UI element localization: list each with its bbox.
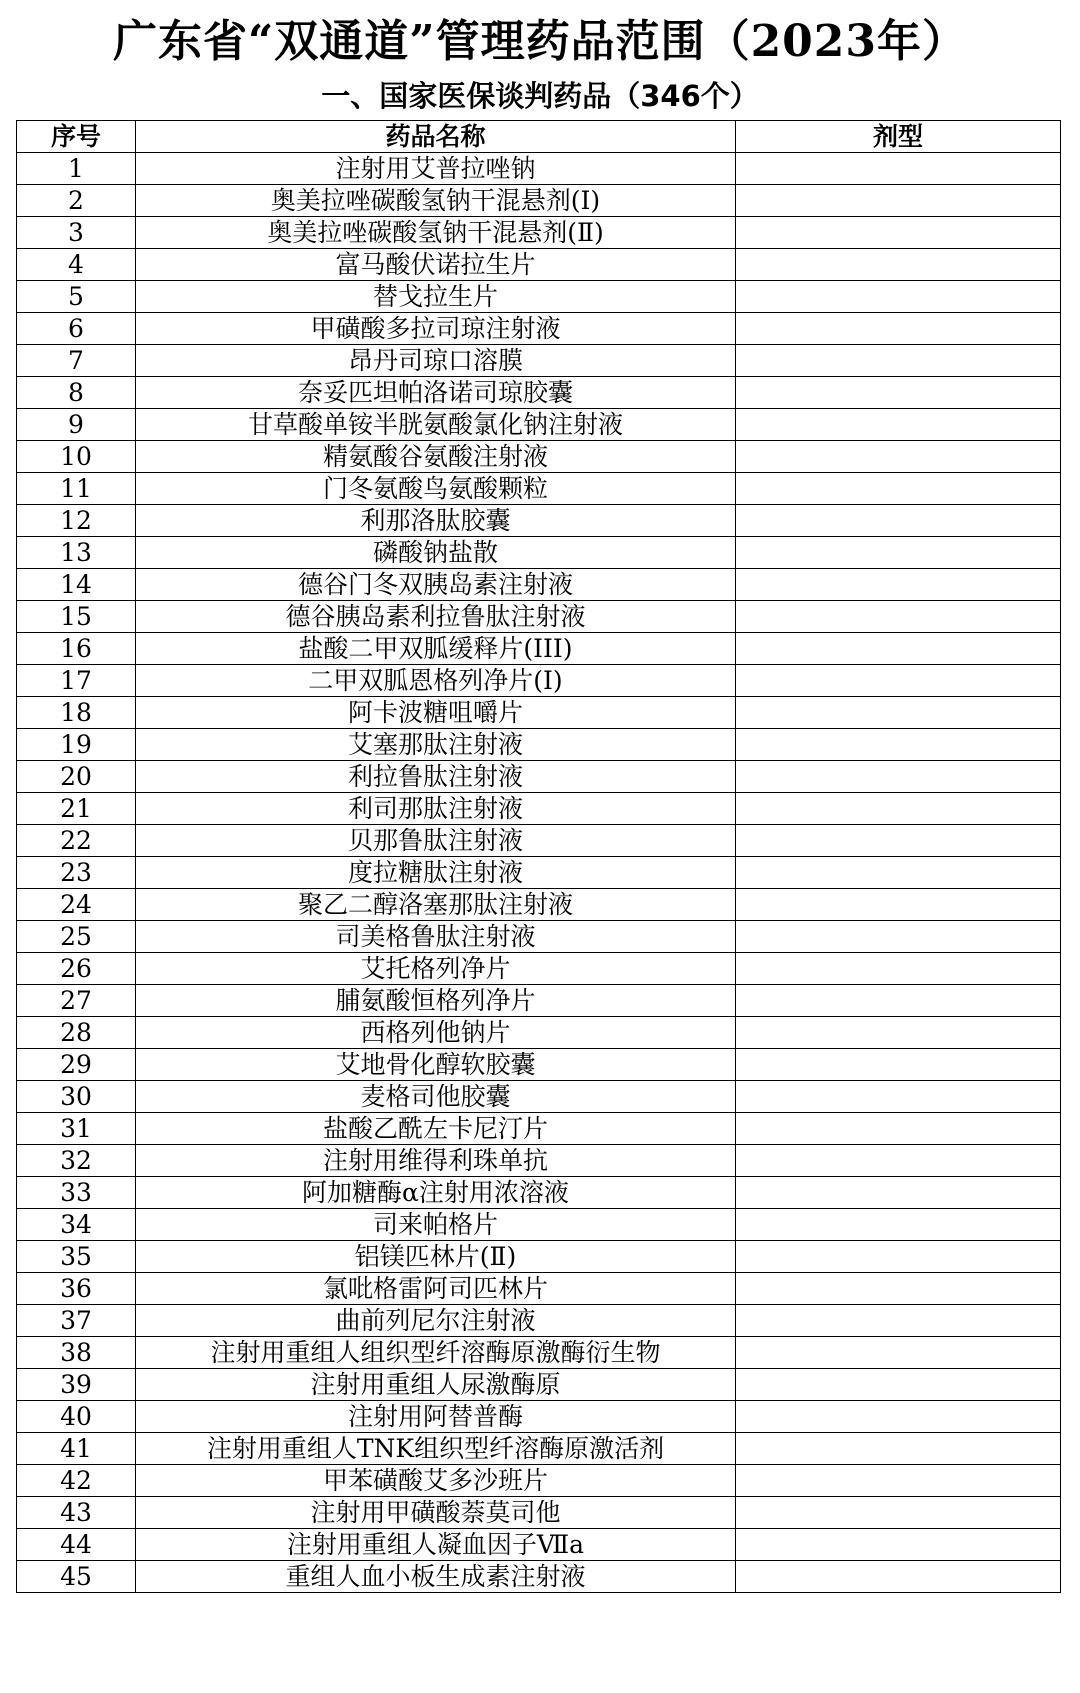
dosage-form-cell	[736, 281, 1061, 313]
drug-name-cell: 德谷门冬双胰岛素注射液	[136, 569, 736, 601]
serial-number-cell: 14	[17, 569, 136, 601]
table-row	[17, 1209, 1061, 1241]
dosage-form-cell	[736, 953, 1061, 985]
serial-number-cell: 5	[17, 281, 136, 313]
dosage-form-cell	[736, 1177, 1061, 1209]
dosage-form-cell	[736, 1433, 1061, 1465]
section-subtitle: 一、国家医保谈判药品（346个）	[321, 79, 759, 113]
serial-number-cell: 23	[17, 857, 136, 889]
dosage-form-cell	[736, 1401, 1061, 1433]
drug-name-cell: 司美格鲁肽注射液	[136, 921, 736, 953]
drug-name-cell: 奥美拉唑碳酸氢钠干混悬剂(Ⅱ)	[136, 217, 736, 249]
drug-name-cell: 司来帕格片	[136, 1209, 736, 1241]
drug-name-cell: 注射用重组人凝血因子Ⅶa	[136, 1529, 736, 1561]
table-row	[17, 1465, 1061, 1497]
serial-number-cell: 40	[17, 1401, 136, 1433]
dosage-form-cell	[736, 569, 1061, 601]
dosage-form-cell	[736, 1497, 1061, 1529]
dosage-form-cell	[736, 1529, 1061, 1561]
table-row	[17, 1369, 1061, 1401]
table-row	[17, 1305, 1061, 1337]
dosage-form-cell	[736, 793, 1061, 825]
drug-name-cell: 聚乙二醇洛塞那肽注射液	[136, 889, 736, 921]
dosage-form-cell	[736, 921, 1061, 953]
drug-name-cell: 贝那鲁肽注射液	[136, 825, 736, 857]
serial-number-cell: 28	[17, 1017, 136, 1049]
drug-name-cell: 艾塞那肽注射液	[136, 729, 736, 761]
serial-number-cell: 43	[17, 1497, 136, 1529]
drug-name-cell: 注射用重组人组织型纤溶酶原激酶衍生物	[136, 1337, 736, 1369]
dosage-form-cell	[736, 345, 1061, 377]
header-drug-name: 药品名称	[136, 121, 736, 153]
table-row	[17, 569, 1061, 601]
table-row	[17, 889, 1061, 921]
table-row	[17, 633, 1061, 665]
serial-number-cell: 36	[17, 1273, 136, 1305]
serial-number-cell: 41	[17, 1433, 136, 1465]
drug-name-cell: 盐酸二甲双胍缓释片(III)	[136, 633, 736, 665]
table-row	[17, 345, 1061, 377]
dosage-form-cell	[736, 857, 1061, 889]
serial-number-cell: 42	[17, 1465, 136, 1497]
serial-number-cell: 29	[17, 1049, 136, 1081]
drug-name-cell: 甲苯磺酸艾多沙班片	[136, 1465, 736, 1497]
dosage-form-cell	[736, 889, 1061, 921]
table-row	[17, 1113, 1061, 1145]
serial-number-cell: 10	[17, 441, 136, 473]
dosage-form-cell	[736, 249, 1061, 281]
table-row	[17, 601, 1061, 633]
table-row	[17, 537, 1061, 569]
drug-name-cell: 替戈拉生片	[136, 281, 736, 313]
table-row	[17, 1081, 1061, 1113]
drug-name-cell: 磷酸钠盐散	[136, 537, 736, 569]
drug-name-cell: 德谷胰岛素利拉鲁肽注射液	[136, 601, 736, 633]
drug-name-cell: 麦格司他胶囊	[136, 1081, 736, 1113]
drug-name-cell: 甘草酸单铵半胱氨酸氯化钠注射液	[136, 409, 736, 441]
table-row	[17, 857, 1061, 889]
table-row	[17, 473, 1061, 505]
table-row	[17, 697, 1061, 729]
drug-name-cell: 利拉鲁肽注射液	[136, 761, 736, 793]
dosage-form-cell	[736, 825, 1061, 857]
table-row	[17, 729, 1061, 761]
dosage-form-cell	[736, 1465, 1061, 1497]
dosage-form-cell	[736, 1113, 1061, 1145]
serial-number-cell: 15	[17, 601, 136, 633]
serial-number-cell: 39	[17, 1369, 136, 1401]
dosage-form-cell	[736, 1337, 1061, 1369]
dosage-form-cell	[736, 761, 1061, 793]
serial-number-cell: 37	[17, 1305, 136, 1337]
table-header-row	[17, 121, 1061, 153]
table-row	[17, 1273, 1061, 1305]
table-row	[17, 409, 1061, 441]
dosage-form-cell	[736, 1081, 1061, 1113]
document-title: 广东省“双通道”管理药品范围（2023年）	[112, 16, 968, 67]
table-row	[17, 921, 1061, 953]
table-row	[17, 377, 1061, 409]
serial-number-cell: 21	[17, 793, 136, 825]
table-row	[17, 505, 1061, 537]
table-header	[17, 121, 1061, 153]
serial-number-cell: 12	[17, 505, 136, 537]
table-row	[17, 217, 1061, 249]
header-serial-number: 序号	[17, 121, 136, 153]
table-row	[17, 793, 1061, 825]
drug-name-cell: 注射用艾普拉唑钠	[136, 153, 736, 185]
table-row	[17, 441, 1061, 473]
table-row	[17, 1433, 1061, 1465]
serial-number-cell: 3	[17, 217, 136, 249]
serial-number-cell: 27	[17, 985, 136, 1017]
drug-name-cell: 奈妥匹坦帕洛诺司琼胶囊	[136, 377, 736, 409]
header-dosage-form: 剂型	[736, 121, 1061, 153]
dosage-form-cell	[736, 537, 1061, 569]
serial-number-cell: 2	[17, 185, 136, 217]
dosage-form-cell	[736, 185, 1061, 217]
table-row	[17, 313, 1061, 345]
drug-name-cell: 盐酸乙酰左卡尼汀片	[136, 1113, 736, 1145]
serial-number-cell: 26	[17, 953, 136, 985]
dosage-form-cell	[736, 1369, 1061, 1401]
table-row	[17, 1241, 1061, 1273]
dosage-form-cell	[736, 505, 1061, 537]
dosage-form-cell	[736, 1561, 1061, 1593]
dosage-form-cell	[736, 633, 1061, 665]
dosage-form-cell	[736, 377, 1061, 409]
table-row	[17, 1145, 1061, 1177]
serial-number-cell: 22	[17, 825, 136, 857]
drug-name-cell: 阿卡波糖咀嚼片	[136, 697, 736, 729]
table-row	[17, 1561, 1061, 1593]
drug-list-table	[16, 120, 1061, 1593]
drug-name-cell: 阿加糖酶α注射用浓溶液	[136, 1177, 736, 1209]
serial-number-cell: 17	[17, 665, 136, 697]
dosage-form-cell	[736, 1241, 1061, 1273]
drug-name-cell: 西格列他钠片	[136, 1017, 736, 1049]
drug-name-cell: 利司那肽注射液	[136, 793, 736, 825]
table-row	[17, 185, 1061, 217]
dosage-form-cell	[736, 1305, 1061, 1337]
drug-name-cell: 富马酸伏诺拉生片	[136, 249, 736, 281]
dosage-form-cell	[736, 601, 1061, 633]
serial-number-cell: 1	[17, 153, 136, 185]
drug-name-cell: 艾托格列净片	[136, 953, 736, 985]
serial-number-cell: 30	[17, 1081, 136, 1113]
table-row	[17, 281, 1061, 313]
dosage-form-cell	[736, 1273, 1061, 1305]
table-row	[17, 985, 1061, 1017]
dosage-form-cell	[736, 409, 1061, 441]
serial-number-cell: 9	[17, 409, 136, 441]
dosage-form-cell	[736, 1209, 1061, 1241]
dosage-form-cell	[736, 441, 1061, 473]
serial-number-cell: 11	[17, 473, 136, 505]
dosage-form-cell	[736, 217, 1061, 249]
serial-number-cell: 4	[17, 249, 136, 281]
dosage-form-cell	[736, 1145, 1061, 1177]
drug-name-cell: 门冬氨酸鸟氨酸颗粒	[136, 473, 736, 505]
drug-name-cell: 注射用重组人TNK组织型纤溶酶原激活剂	[136, 1433, 736, 1465]
dosage-form-cell	[736, 697, 1061, 729]
table-row	[17, 825, 1061, 857]
serial-number-cell: 20	[17, 761, 136, 793]
table-row	[17, 1017, 1061, 1049]
table-row	[17, 761, 1061, 793]
table-row	[17, 1497, 1061, 1529]
serial-number-cell: 6	[17, 313, 136, 345]
serial-number-cell: 25	[17, 921, 136, 953]
table-row	[17, 1401, 1061, 1433]
serial-number-cell: 44	[17, 1529, 136, 1561]
table-row	[17, 249, 1061, 281]
serial-number-cell: 32	[17, 1145, 136, 1177]
drug-name-cell: 曲前列尼尔注射液	[136, 1305, 736, 1337]
serial-number-cell: 38	[17, 1337, 136, 1369]
table-row	[17, 1049, 1061, 1081]
drug-name-cell: 氯吡格雷阿司匹林片	[136, 1273, 736, 1305]
drug-name-cell: 二甲双胍恩格列净片(Ⅰ)	[136, 665, 736, 697]
serial-number-cell: 33	[17, 1177, 136, 1209]
dosage-form-cell	[736, 153, 1061, 185]
serial-number-cell: 45	[17, 1561, 136, 1593]
serial-number-cell: 19	[17, 729, 136, 761]
drug-name-cell: 注射用维得利珠单抗	[136, 1145, 736, 1177]
serial-number-cell: 16	[17, 633, 136, 665]
serial-number-cell: 18	[17, 697, 136, 729]
table-row	[17, 1177, 1061, 1209]
dosage-form-cell	[736, 729, 1061, 761]
serial-number-cell: 35	[17, 1241, 136, 1273]
dosage-form-cell	[736, 665, 1061, 697]
table-row	[17, 1337, 1061, 1369]
drug-name-cell: 注射用阿替普酶	[136, 1401, 736, 1433]
dosage-form-cell	[736, 985, 1061, 1017]
drug-name-cell: 奥美拉唑碳酸氢钠干混悬剂(I)	[136, 185, 736, 217]
drug-name-cell: 注射用重组人尿激酶原	[136, 1369, 736, 1401]
serial-number-cell: 24	[17, 889, 136, 921]
dosage-form-cell	[736, 473, 1061, 505]
drug-name-cell: 利那洛肽胶囊	[136, 505, 736, 537]
serial-number-cell: 7	[17, 345, 136, 377]
serial-number-cell: 34	[17, 1209, 136, 1241]
drug-name-cell: 度拉糖肽注射液	[136, 857, 736, 889]
dosage-form-cell	[736, 313, 1061, 345]
dosage-form-cell	[736, 1017, 1061, 1049]
serial-number-cell: 8	[17, 377, 136, 409]
serial-number-cell: 31	[17, 1113, 136, 1145]
dosage-form-cell	[736, 1049, 1061, 1081]
serial-number-cell: 13	[17, 537, 136, 569]
table-row	[17, 153, 1061, 185]
drug-name-cell: 铝镁匹林片(Ⅱ)	[136, 1241, 736, 1273]
table-row	[17, 1529, 1061, 1561]
drug-name-cell: 脯氨酸恒格列净片	[136, 985, 736, 1017]
drug-name-cell: 甲磺酸多拉司琼注射液	[136, 313, 736, 345]
drug-name-cell: 重组人血小板生成素注射液	[136, 1561, 736, 1593]
table-body	[17, 153, 1061, 1593]
table-row	[17, 953, 1061, 985]
drug-name-cell: 艾地骨化醇软胶囊	[136, 1049, 736, 1081]
drug-name-cell: 注射用甲磺酸萘莫司他	[136, 1497, 736, 1529]
drug-name-cell: 精氨酸谷氨酸注射液	[136, 441, 736, 473]
table-row	[17, 665, 1061, 697]
drug-name-cell: 昂丹司琼口溶膜	[136, 345, 736, 377]
